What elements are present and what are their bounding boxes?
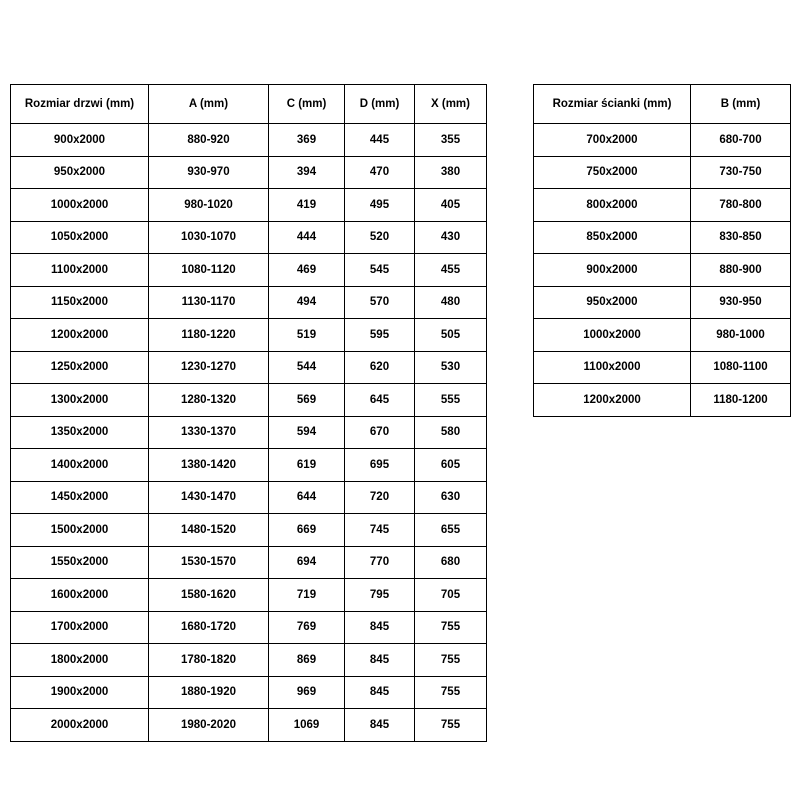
table-cell-3: 620 (345, 351, 415, 384)
table-cell-3: 470 (345, 156, 415, 189)
table-cell-2: 519 (269, 319, 345, 352)
table-cell-3: 520 (345, 221, 415, 254)
table-row (11, 351, 487, 384)
table-cell-0: 1550x2000 (11, 546, 149, 579)
table-cell-1: 980-1000 (691, 319, 791, 352)
table-cell-2: 644 (269, 481, 345, 514)
table-row (11, 286, 487, 319)
table-cell-2: 394 (269, 156, 345, 189)
table-cell-0: 1000x2000 (11, 189, 149, 222)
table-cell-0: 1050x2000 (11, 221, 149, 254)
table-cell-3: 645 (345, 384, 415, 417)
table-row (11, 449, 487, 482)
table-cell-0: 900x2000 (534, 254, 691, 287)
table-cell-3: 445 (345, 124, 415, 157)
table-row (11, 611, 487, 644)
table-cell-3: 845 (345, 644, 415, 677)
table-row (11, 546, 487, 579)
table-cell-4: 755 (415, 676, 487, 709)
table-cell-4: 605 (415, 449, 487, 482)
table-cell-2: 544 (269, 351, 345, 384)
table-cell-2: 619 (269, 449, 345, 482)
table-cell-0: 1150x2000 (11, 286, 149, 319)
table-cell-1: 930-970 (149, 156, 269, 189)
table-cell-1: 880-920 (149, 124, 269, 157)
table-cell-2: 969 (269, 676, 345, 709)
table-cell-4: 755 (415, 644, 487, 677)
table-cell-4: 705 (415, 579, 487, 612)
table-cell-3: 670 (345, 416, 415, 449)
table-cell-1: 880-900 (691, 254, 791, 287)
table-cell-1: 1980-2020 (149, 709, 269, 742)
table-row (534, 319, 791, 352)
table-cell-4: 755 (415, 611, 487, 644)
table-row (534, 189, 791, 222)
table-cell-0: 950x2000 (11, 156, 149, 189)
table-row (534, 124, 791, 157)
table-cell-4: 505 (415, 319, 487, 352)
table-row (534, 254, 791, 287)
table-cell-1: 1030-1070 (149, 221, 269, 254)
table-cell-1: 680-700 (691, 124, 791, 157)
table-cell-0: 1300x2000 (11, 384, 149, 417)
table-row (11, 319, 487, 352)
table-row (11, 416, 487, 449)
table-row (11, 514, 487, 547)
table-cell-1: 730-750 (691, 156, 791, 189)
table-cell-2: 694 (269, 546, 345, 579)
table-cell-1: 1480-1520 (149, 514, 269, 547)
wall-size-table (533, 84, 791, 417)
table-cell-3: 495 (345, 189, 415, 222)
table-row (534, 384, 791, 417)
column-header-x: X (mm) (415, 85, 487, 124)
table-cell-2: 869 (269, 644, 345, 677)
table-cell-2: 444 (269, 221, 345, 254)
table-cell-0: 1600x2000 (11, 579, 149, 612)
table-cell-3: 795 (345, 579, 415, 612)
table-row (11, 124, 487, 157)
column-header-door-size: Rozmiar drzwi (mm) (11, 85, 149, 124)
table-cell-2: 769 (269, 611, 345, 644)
table-row (11, 254, 487, 287)
table-cell-4: 655 (415, 514, 487, 547)
table-row (534, 351, 791, 384)
table-cell-0: 1450x2000 (11, 481, 149, 514)
table-cell-1: 1430-1470 (149, 481, 269, 514)
table-cell-0: 1500x2000 (11, 514, 149, 547)
table-row (11, 221, 487, 254)
table-row (11, 481, 487, 514)
table-cell-3: 845 (345, 611, 415, 644)
table-cell-1: 1580-1620 (149, 579, 269, 612)
column-header-a: A (mm) (149, 85, 269, 124)
table-cell-0: 1100x2000 (11, 254, 149, 287)
table-cell-3: 845 (345, 676, 415, 709)
table-cell-0: 1400x2000 (11, 449, 149, 482)
table-cell-2: 569 (269, 384, 345, 417)
table-cell-1: 1230-1270 (149, 351, 269, 384)
table-cell-4: 455 (415, 254, 487, 287)
table-cell-3: 845 (345, 709, 415, 742)
table-cell-0: 700x2000 (534, 124, 691, 157)
table-cell-1: 1330-1370 (149, 416, 269, 449)
table-cell-3: 745 (345, 514, 415, 547)
table-cell-1: 930-950 (691, 286, 791, 319)
table-cell-3: 545 (345, 254, 415, 287)
table-cell-1: 1380-1420 (149, 449, 269, 482)
table-cell-4: 530 (415, 351, 487, 384)
table-cell-2: 419 (269, 189, 345, 222)
table-cell-1: 1530-1570 (149, 546, 269, 579)
table-cell-4: 480 (415, 286, 487, 319)
table-row (534, 286, 791, 319)
table-cell-1: 1080-1120 (149, 254, 269, 287)
table-row (11, 384, 487, 417)
column-header-b: B (mm) (691, 85, 791, 124)
column-header-d: D (mm) (345, 85, 415, 124)
table-cell-1: 980-1020 (149, 189, 269, 222)
table-cell-2: 494 (269, 286, 345, 319)
table-cell-0: 1800x2000 (11, 644, 149, 677)
table-cell-4: 580 (415, 416, 487, 449)
table-cell-4: 405 (415, 189, 487, 222)
table-header-row (534, 85, 791, 124)
table-cell-4: 755 (415, 709, 487, 742)
table-cell-2: 369 (269, 124, 345, 157)
table-cell-4: 555 (415, 384, 487, 417)
table-cell-3: 720 (345, 481, 415, 514)
table-row (11, 156, 487, 189)
table-cell-1: 1780-1820 (149, 644, 269, 677)
table-cell-4: 380 (415, 156, 487, 189)
table-cell-4: 430 (415, 221, 487, 254)
table-cell-1: 1880-1920 (149, 676, 269, 709)
table-cell-0: 1100x2000 (534, 351, 691, 384)
table-row (11, 189, 487, 222)
table-row (534, 221, 791, 254)
table-row (11, 676, 487, 709)
table-cell-1: 1280-1320 (149, 384, 269, 417)
table-cell-0: 1700x2000 (11, 611, 149, 644)
column-header-wall-size: Rozmiar ścianki (mm) (534, 85, 691, 124)
table-cell-2: 1069 (269, 709, 345, 742)
table-cell-0: 1900x2000 (11, 676, 149, 709)
table-cell-1: 1180-1200 (691, 384, 791, 417)
table-cell-2: 469 (269, 254, 345, 287)
table-cell-4: 355 (415, 124, 487, 157)
table-cell-1: 830-850 (691, 221, 791, 254)
table-cell-2: 594 (269, 416, 345, 449)
table-cell-4: 630 (415, 481, 487, 514)
table-cell-0: 850x2000 (534, 221, 691, 254)
table-cell-0: 1000x2000 (534, 319, 691, 352)
table-cell-1: 1080-1100 (691, 351, 791, 384)
table-cell-0: 800x2000 (534, 189, 691, 222)
table-cell-2: 719 (269, 579, 345, 612)
table-cell-0: 1350x2000 (11, 416, 149, 449)
table-cell-3: 695 (345, 449, 415, 482)
table-cell-0: 2000x2000 (11, 709, 149, 742)
table-row (11, 644, 487, 677)
table-cell-1: 1180-1220 (149, 319, 269, 352)
table-cell-0: 1200x2000 (11, 319, 149, 352)
table-row (534, 156, 791, 189)
table-cell-3: 595 (345, 319, 415, 352)
table-row (11, 579, 487, 612)
table-cell-1: 1130-1170 (149, 286, 269, 319)
table-header-row (11, 85, 487, 124)
table-cell-0: 950x2000 (534, 286, 691, 319)
table-cell-3: 770 (345, 546, 415, 579)
table-cell-0: 900x2000 (11, 124, 149, 157)
table-cell-0: 1200x2000 (534, 384, 691, 417)
table-row (11, 709, 487, 742)
table-cell-1: 1680-1720 (149, 611, 269, 644)
table-cell-0: 750x2000 (534, 156, 691, 189)
table-cell-4: 680 (415, 546, 487, 579)
table-cell-2: 669 (269, 514, 345, 547)
table-cell-0: 1250x2000 (11, 351, 149, 384)
door-size-table (10, 84, 487, 742)
table-cell-3: 570 (345, 286, 415, 319)
column-header-c: C (mm) (269, 85, 345, 124)
table-cell-1: 780-800 (691, 189, 791, 222)
